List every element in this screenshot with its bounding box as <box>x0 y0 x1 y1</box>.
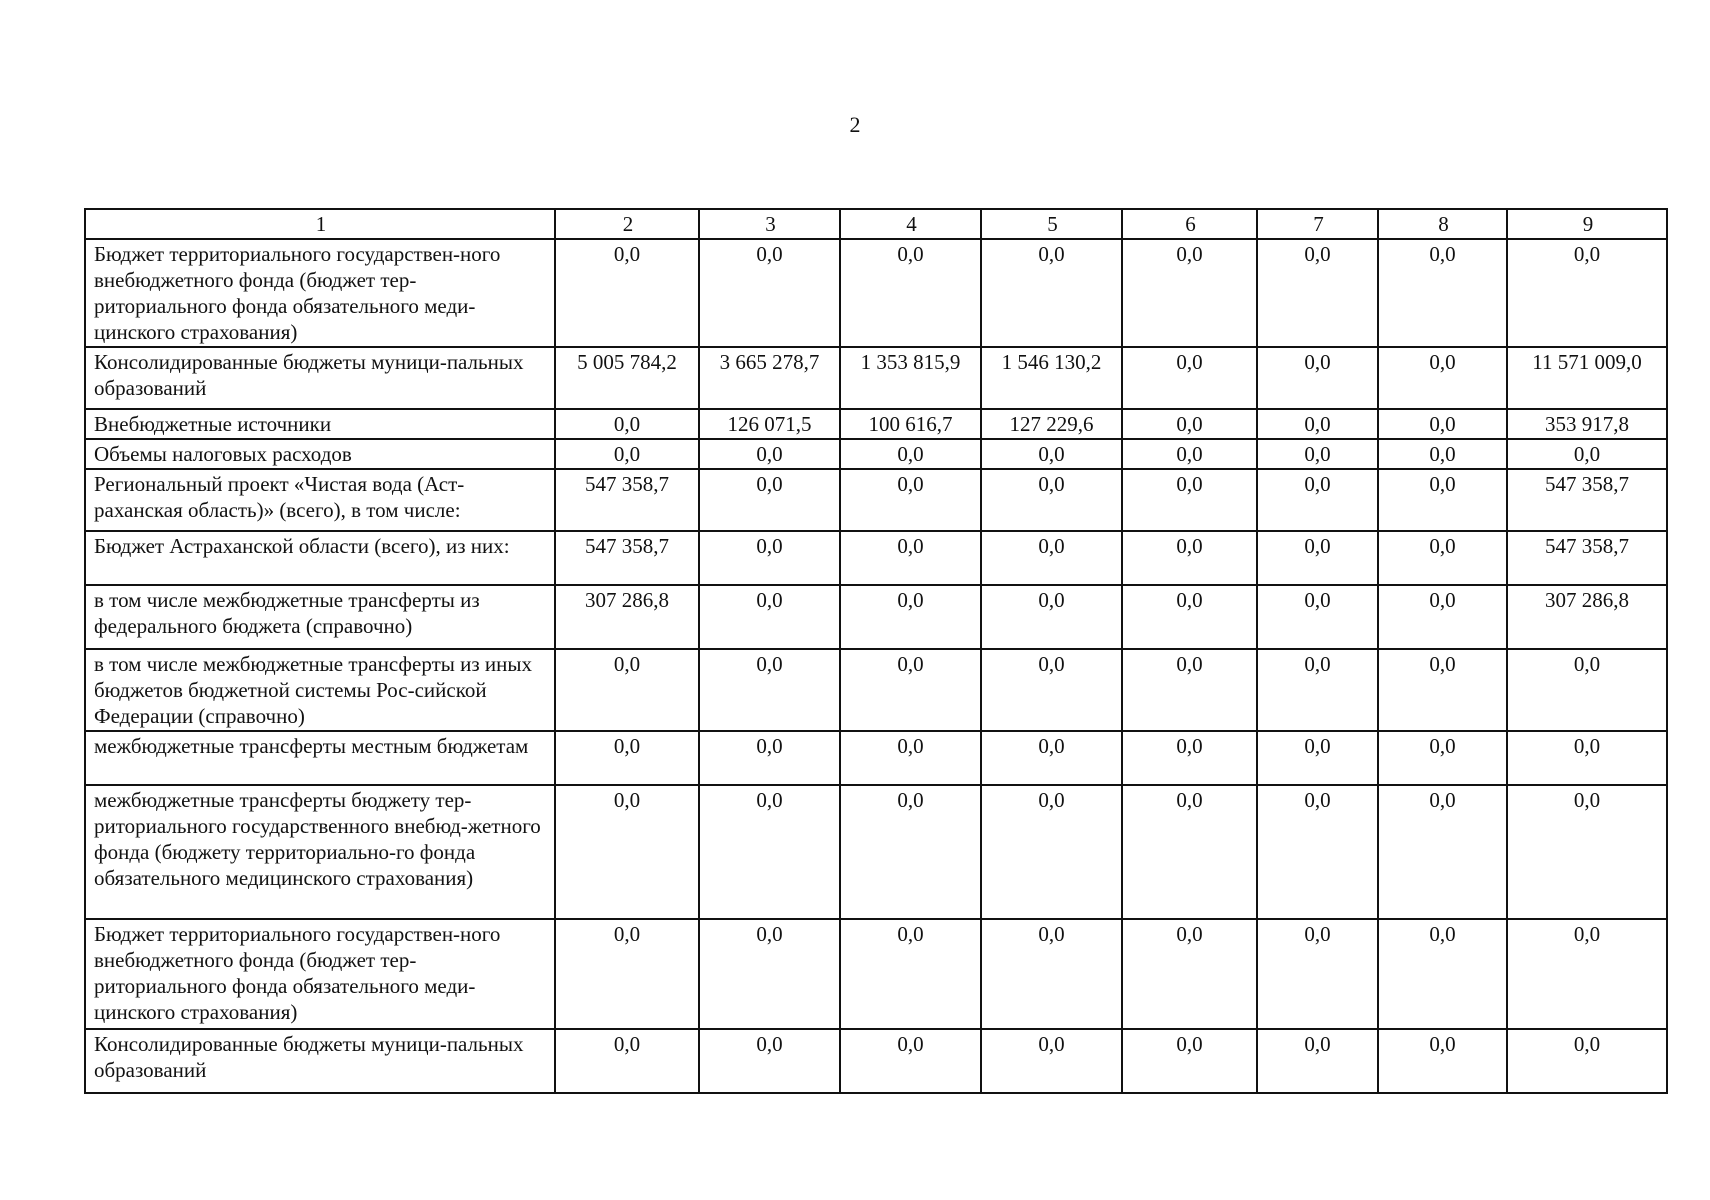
value-cell: 0,0 <box>555 439 699 469</box>
value-cell: 0,0 <box>1507 439 1667 469</box>
value-cell: 0,0 <box>699 785 840 919</box>
value-cell: 11 571 009,0 <box>1507 347 1667 409</box>
value-cell: 0,0 <box>1378 585 1507 649</box>
value-cell: 100 616,7 <box>840 409 981 439</box>
value-cell: 0,0 <box>1507 239 1667 347</box>
value-cell: 0,0 <box>1122 785 1257 919</box>
value-cell: 0,0 <box>840 531 981 585</box>
value-cell: 0,0 <box>555 239 699 347</box>
table-row <box>85 531 1667 585</box>
table-row <box>85 409 1667 439</box>
value-cell: 0,0 <box>1378 239 1507 347</box>
row-label: Консолидированные бюджеты муници-пальных образований <box>85 1029 555 1093</box>
table-row <box>85 649 1667 731</box>
value-cell: 3 665 278,7 <box>699 347 840 409</box>
value-cell: 0,0 <box>1378 1029 1507 1093</box>
value-cell: 0,0 <box>1378 785 1507 919</box>
table-row <box>85 785 1667 919</box>
value-cell: 0,0 <box>699 1029 840 1093</box>
row-label: в том числе межбюджетные трансферты из федерального бюджета (справочно) <box>85 585 555 649</box>
value-cell: 0,0 <box>1122 469 1257 531</box>
value-cell: 0,0 <box>840 239 981 347</box>
value-cell: 0,0 <box>1257 731 1378 785</box>
value-cell: 0,0 <box>555 785 699 919</box>
value-cell: 126 071,5 <box>699 409 840 439</box>
value-cell: 0,0 <box>699 239 840 347</box>
row-label: Бюджет территориального государствен-ного внебюджетного фонда (бюджет тер-риториального фонда обязательного меди-цинского страхования) <box>85 239 555 347</box>
value-cell: 0,0 <box>1378 439 1507 469</box>
column-header: 4 <box>840 209 981 239</box>
value-cell: 0,0 <box>840 785 981 919</box>
column-header: 2 <box>555 209 699 239</box>
value-cell: 0,0 <box>1257 919 1378 1029</box>
table-row <box>85 469 1667 531</box>
table-row <box>85 239 1667 347</box>
value-cell: 0,0 <box>840 585 981 649</box>
value-cell: 0,0 <box>840 731 981 785</box>
value-cell: 0,0 <box>1378 919 1507 1029</box>
value-cell: 0,0 <box>981 785 1122 919</box>
value-cell: 0,0 <box>1257 239 1378 347</box>
value-cell: 353 917,8 <box>1507 409 1667 439</box>
column-header: 3 <box>699 209 840 239</box>
row-label: в том числе межбюджетные трансферты из иных бюджетов бюджетной системы Рос-сийской Федерации (справочно) <box>85 649 555 731</box>
table-row <box>85 585 1667 649</box>
value-cell: 0,0 <box>1257 347 1378 409</box>
value-cell: 0,0 <box>1507 1029 1667 1093</box>
value-cell: 0,0 <box>1378 731 1507 785</box>
value-cell: 307 286,8 <box>555 585 699 649</box>
value-cell: 0,0 <box>1122 347 1257 409</box>
column-header: 8 <box>1378 209 1507 239</box>
value-cell: 0,0 <box>1378 531 1507 585</box>
value-cell: 0,0 <box>981 649 1122 731</box>
row-label: межбюджетные трансферты бюджету тер-риториального государственного внебюд-жетного фонда (бюджету территориально-го фонда обязательного медицинского страхования) <box>85 785 555 919</box>
value-cell: 0,0 <box>1122 531 1257 585</box>
value-cell: 0,0 <box>555 409 699 439</box>
value-cell: 547 358,7 <box>555 531 699 585</box>
value-cell: 0,0 <box>1122 239 1257 347</box>
value-cell: 0,0 <box>1257 649 1378 731</box>
value-cell: 0,0 <box>1122 731 1257 785</box>
value-cell: 0,0 <box>1122 409 1257 439</box>
value-cell: 1 353 815,9 <box>840 347 981 409</box>
value-cell: 0,0 <box>981 585 1122 649</box>
value-cell: 0,0 <box>1507 731 1667 785</box>
value-cell: 0,0 <box>1257 1029 1378 1093</box>
value-cell: 0,0 <box>1507 785 1667 919</box>
value-cell: 0,0 <box>981 531 1122 585</box>
value-cell: 5 005 784,2 <box>555 347 699 409</box>
row-label: Бюджет территориального государствен-ного внебюджетного фонда (бюджет тер-риториального фонда обязательного меди-цинского страхования) <box>85 919 555 1029</box>
value-cell: 547 358,7 <box>1507 531 1667 585</box>
value-cell: 0,0 <box>1378 649 1507 731</box>
value-cell: 0,0 <box>1257 785 1378 919</box>
value-cell: 0,0 <box>699 919 840 1029</box>
budget-table <box>84 208 1668 1094</box>
value-cell: 0,0 <box>981 239 1122 347</box>
value-cell: 547 358,7 <box>555 469 699 531</box>
value-cell: 0,0 <box>1507 649 1667 731</box>
value-cell: 0,0 <box>1257 409 1378 439</box>
value-cell: 0,0 <box>1122 649 1257 731</box>
value-cell: 0,0 <box>981 439 1122 469</box>
value-cell: 0,0 <box>981 731 1122 785</box>
value-cell: 0,0 <box>981 469 1122 531</box>
value-cell: 0,0 <box>699 531 840 585</box>
column-header: 7 <box>1257 209 1378 239</box>
column-header: 1 <box>85 209 555 239</box>
value-cell: 0,0 <box>555 649 699 731</box>
value-cell: 0,0 <box>1257 585 1378 649</box>
column-header: 9 <box>1507 209 1667 239</box>
value-cell: 0,0 <box>699 469 840 531</box>
value-cell: 0,0 <box>840 1029 981 1093</box>
value-cell: 0,0 <box>1122 919 1257 1029</box>
value-cell: 0,0 <box>981 919 1122 1029</box>
value-cell: 0,0 <box>1122 585 1257 649</box>
value-cell: 0,0 <box>1378 409 1507 439</box>
value-cell: 0,0 <box>555 919 699 1029</box>
value-cell: 0,0 <box>1378 347 1507 409</box>
value-cell: 0,0 <box>555 731 699 785</box>
page-number: 2 <box>849 112 861 137</box>
row-label: Консолидированные бюджеты муници-пальных образований <box>85 347 555 409</box>
value-cell: 307 286,8 <box>1507 585 1667 649</box>
value-cell: 0,0 <box>1257 469 1378 531</box>
value-cell: 0,0 <box>840 649 981 731</box>
value-cell: 0,0 <box>555 1029 699 1093</box>
table-row <box>85 1029 1667 1093</box>
row-label: Бюджет Астраханской области (всего), из них: <box>85 531 555 585</box>
value-cell: 0,0 <box>699 439 840 469</box>
table-row <box>85 731 1667 785</box>
value-cell: 547 358,7 <box>1507 469 1667 531</box>
row-label: Региональный проект «Чистая вода (Аст-раханская область)» (всего), в том числе: <box>85 469 555 531</box>
row-label: Объемы налоговых расходов <box>85 439 555 469</box>
value-cell: 0,0 <box>699 585 840 649</box>
table-row <box>85 439 1667 469</box>
row-label: межбюджетные трансферты местным бюджетам <box>85 731 555 785</box>
value-cell: 0,0 <box>1257 439 1378 469</box>
table-header-row <box>85 209 1667 239</box>
value-cell: 0,0 <box>699 731 840 785</box>
value-cell: 0,0 <box>840 469 981 531</box>
column-header: 5 <box>981 209 1122 239</box>
table-row <box>85 919 1667 1029</box>
value-cell: 0,0 <box>840 919 981 1029</box>
column-header: 6 <box>1122 209 1257 239</box>
table-row <box>85 347 1667 409</box>
row-label: Внебюджетные источники <box>85 409 555 439</box>
value-cell: 0,0 <box>981 1029 1122 1093</box>
value-cell: 0,0 <box>1378 469 1507 531</box>
value-cell: 0,0 <box>1507 919 1667 1029</box>
value-cell: 0,0 <box>1122 1029 1257 1093</box>
value-cell: 0,0 <box>1257 531 1378 585</box>
value-cell: 127 229,6 <box>981 409 1122 439</box>
value-cell: 1 546 130,2 <box>981 347 1122 409</box>
value-cell: 0,0 <box>840 439 981 469</box>
value-cell: 0,0 <box>1122 439 1257 469</box>
value-cell: 0,0 <box>699 649 840 731</box>
